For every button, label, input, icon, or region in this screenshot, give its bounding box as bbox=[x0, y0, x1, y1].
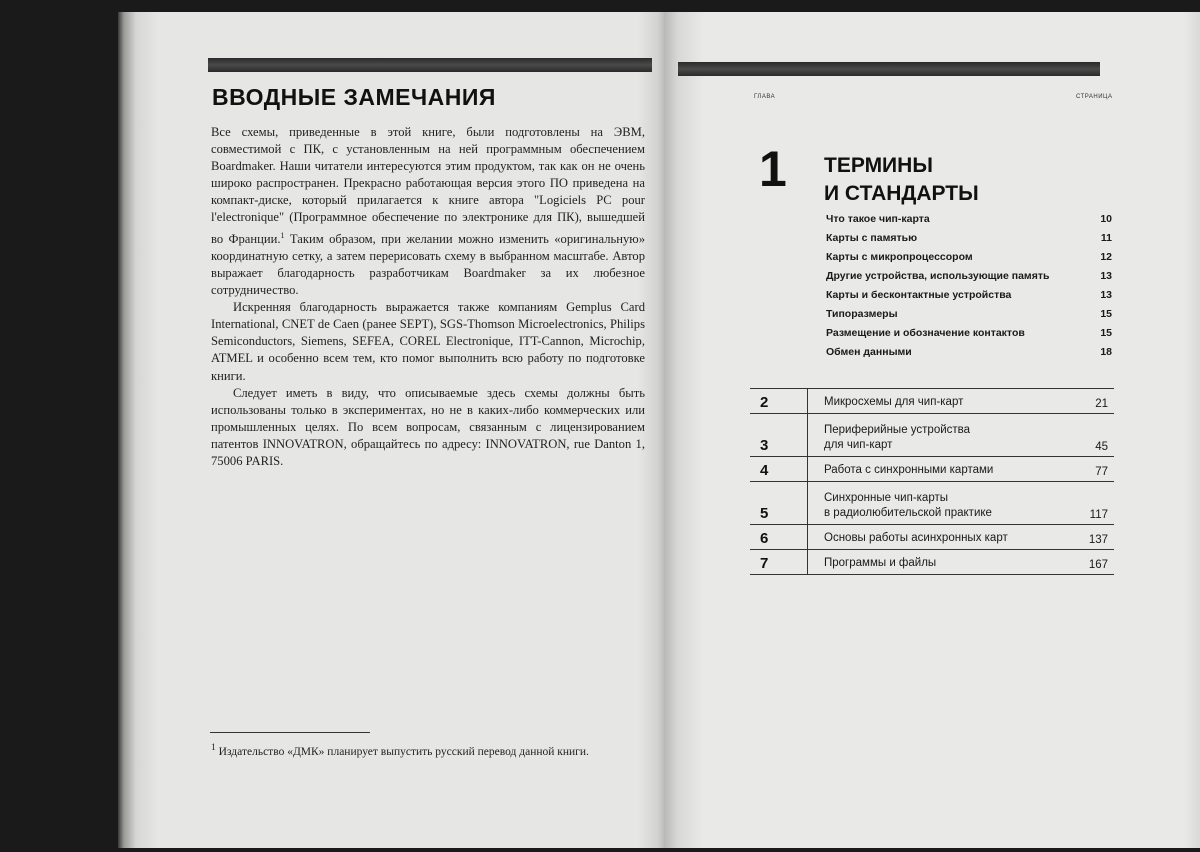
chapter-sections bbox=[826, 210, 1112, 362]
chapter-row[interactable] bbox=[750, 549, 1114, 574]
chapter-page: 21 bbox=[1095, 398, 1108, 410]
paragraph: Следует иметь в виду, что описываемые здесь схемы должны быть использованы только в экспериментах, но не в каких-либо коммерческих или промышленных целях. По всем вопросам, связанным с лицензированием патентов INNOVATRON, обращайтесь по адресу: INNOVATRON, rue Danton 1, 75006 PARIS. bbox=[211, 385, 645, 468]
footnote-mark: 1 bbox=[280, 230, 285, 240]
toc-entry[interactable]: Карты с памятью 11 bbox=[826, 232, 1112, 244]
paragraph: Все схемы, приведенные в этой книге, были подготовлены на ЭВМ, совместимой с ПК, с установленным на ней программным обеспечением Boardmaker. Наши читатели интересуются этим продуктом, так как он не очень широко распространен. Прекрасно работающая версия этого ПО приведена на компакт-диске, который прилагается к книге автора "Logiciels PC pour l'electronique" (Программное обеспечение по электронике для ПК), вышедшей во Франции.$^1$ Таким образом, при желании можно изменить «оригинальную» координатную сетку, а затем перерисовать схему в выбранном масштабе. Автор выражает благодарность разработчикам Boardmaker за их любезное сотрудничество. bbox=[211, 125, 645, 298]
column-header-page: СТРАНИЦА bbox=[1076, 94, 1113, 100]
toc-entry[interactable]: Размещение и обозначение контактов 15 bbox=[826, 327, 1112, 339]
chapter-title: Синхронные чип-карты в радиолюбительской практике bbox=[824, 492, 992, 519]
chapter-number: 6 bbox=[750, 525, 808, 549]
chapter-page: 137 bbox=[1088, 534, 1108, 546]
chapter-number: 4 bbox=[750, 457, 808, 481]
chapter-number: 1 bbox=[759, 141, 787, 197]
left-page bbox=[118, 12, 664, 848]
chapter-page: 167 bbox=[1088, 559, 1108, 571]
footnote-rule bbox=[210, 732, 370, 733]
right-page bbox=[664, 12, 1200, 848]
chapter-title: Периферийные устройства для чип-карт bbox=[824, 424, 971, 451]
toc-entry[interactable]: Карты и бесконтактные устройства 13 bbox=[826, 289, 1112, 301]
chapter-title: Микросхемы для чип-карт bbox=[824, 396, 964, 408]
toc-entry[interactable]: Обмен данными 18 bbox=[826, 346, 1112, 358]
chapter-title: Работа с синхронными картами bbox=[824, 464, 994, 476]
chapter-page: 45 bbox=[1095, 441, 1108, 453]
paragraph: Искренняя благодарность выражается также компаниям Gemplus Card International, CNET de Caen (ранее SEPT), SGS-Thomson Microelectronics, Philips Semiconductors, Siemens, SEFEA, COREL Electronique, ITT-Cannon, Microchip, ATMEL и особенно всем тем, кто помог выполнить всю работу по подготовке книги. bbox=[211, 300, 645, 383]
toc-entry[interactable]: Карты с микропроцессором 12 bbox=[826, 251, 1112, 263]
toc-entry[interactable]: Типоразмеры 15 bbox=[826, 308, 1112, 320]
chapter-page: 117 bbox=[1089, 509, 1108, 521]
chapter-title: Основы работы асинхронных карт bbox=[824, 532, 1008, 544]
column-header-chapter: ГЛАВА bbox=[754, 94, 776, 100]
chapter-list bbox=[750, 388, 1114, 575]
chapter-title: ТЕРМИНЫ И СТАНДАРТЫ bbox=[824, 154, 979, 205]
chapter-number: 2 bbox=[750, 389, 808, 413]
chapter-row[interactable] bbox=[750, 389, 1114, 413]
chapter-number: 7 bbox=[750, 550, 808, 574]
chapter-title: Программы и файлы bbox=[824, 557, 937, 569]
chapter-row[interactable] bbox=[750, 524, 1114, 549]
chapter-number: 3 bbox=[750, 414, 808, 456]
chapter-number: 5 bbox=[750, 482, 808, 524]
intro-text bbox=[211, 124, 645, 470]
book-spread bbox=[118, 12, 1200, 848]
toc-entry[interactable]: Другие устройства, использующие память 13 bbox=[826, 270, 1112, 282]
header-bar bbox=[678, 62, 1100, 76]
chapter-row[interactable] bbox=[750, 413, 1114, 456]
chapter-row[interactable] bbox=[750, 481, 1114, 524]
toc-entry[interactable]: Что такое чип-карта 10 bbox=[826, 213, 1112, 225]
page-title: ВВОДНЫЕ ЗАМЕЧАНИЯ bbox=[212, 84, 496, 110]
header-bar bbox=[208, 58, 652, 72]
chapter-row[interactable] bbox=[750, 456, 1114, 481]
chapter-page: 77 bbox=[1095, 466, 1108, 478]
footnote: $^1$ Издательство «ДМК» планирует выпустить русский перевод данной книги. bbox=[211, 742, 589, 758]
